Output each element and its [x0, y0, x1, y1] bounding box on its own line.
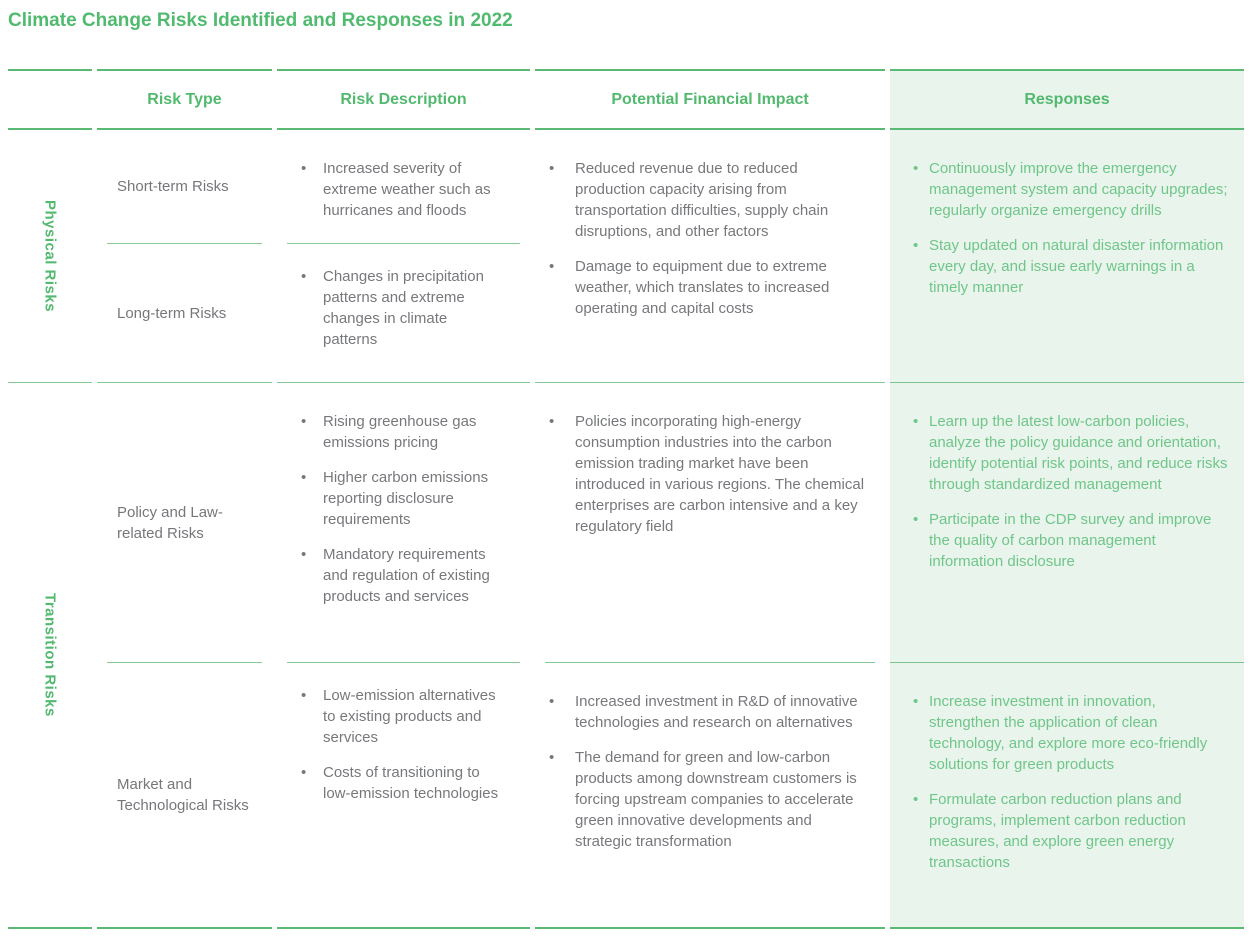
- header-cell-responses: [890, 69, 1244, 130]
- risk-description-column-physical: [277, 130, 530, 383]
- group-label-transition-risks: Transition Risks: [41, 593, 59, 717]
- impact-item: • The demand for green and low-carbon products among downstream customers is forcing upstream companies to accelerate green innovative developments and strategic transformation: [549, 747, 871, 852]
- description-item: • Higher carbon emissions reporting disclosure requirements: [301, 467, 500, 530]
- description-row-policy: [277, 383, 530, 662]
- header-cell-risk-description: [277, 69, 530, 130]
- description-row-long-term: [277, 244, 530, 382]
- description-item: • Increased severity of extreme weather such as hurricanes and floods: [301, 158, 500, 221]
- risk-type-label: Policy and Law-related Risks: [117, 503, 223, 542]
- group-label-physical-risks: Physical Risks: [41, 199, 59, 313]
- description-list: [277, 130, 530, 221]
- impact-item: • Increased investment in R&D of innovative technologies and research on alternatives: [549, 691, 871, 733]
- response-list: [890, 663, 1244, 873]
- description-item: • Rising greenhouse gas emissions pricing: [301, 411, 500, 453]
- description-row-market: [277, 663, 530, 927]
- risk-type-row-long-term: [97, 244, 272, 382]
- risk-type-column-physical: [97, 130, 272, 383]
- group-cell-transition-risks: [8, 383, 92, 929]
- responses-column-physical: [890, 130, 1244, 383]
- header-cell-risk-type: [97, 69, 272, 130]
- header-cell-financial-impact: [535, 69, 885, 130]
- description-list: [277, 663, 530, 804]
- impact-list: [535, 130, 885, 333]
- response-list: [890, 130, 1244, 312]
- description-row-short-term: [277, 130, 530, 243]
- impact-row-policy: [535, 383, 885, 662]
- header-label-risk-description: Risk Description: [340, 90, 467, 108]
- page-title: Climate Change Risks Identified and Responses in 2022: [8, 10, 513, 31]
- financial-impact-column-physical: [535, 130, 885, 383]
- description-item: • Low-emission alternatives to existing products and services: [301, 685, 500, 748]
- risk-type-label: Market and Technological Risks: [117, 776, 249, 814]
- response-list: [890, 383, 1244, 572]
- header-cell-group: [8, 69, 92, 130]
- header-label-financial-impact: Potential Financial Impact: [611, 90, 809, 108]
- impact-item: • Damage to equipment due to extreme weather, which translates to increased operating and capital costs: [549, 256, 871, 319]
- header-label-responses: Responses: [1024, 90, 1110, 108]
- impact-row-market: [535, 663, 885, 927]
- impact-item: • Reduced revenue due to reduced production capacity arising from transportation difficulties, supply chain disruptions, and other factors: [549, 158, 871, 242]
- impact-list: [535, 663, 885, 852]
- risk-type-row-market: [97, 663, 272, 927]
- description-item: • Mandatory requirements and regulation of existing products and services: [301, 544, 500, 607]
- response-item: • Formulate carbon reduction plans and programs, implement carbon reduction measures, and explore green energy transactions: [913, 789, 1228, 873]
- description-item: • Changes in precipitation patterns and extreme changes in climate patterns: [301, 266, 500, 350]
- response-item: • Stay updated on natural disaster information every day, and issue early warnings in a timely manner: [913, 235, 1228, 298]
- risk-type-row-policy: [97, 383, 272, 662]
- risk-type-label: Short-term Risks: [117, 178, 229, 195]
- description-item: • Costs of transitioning to low-emission technologies: [301, 762, 500, 804]
- response-row-policy: [890, 383, 1244, 662]
- risk-type-column-transition: [97, 383, 272, 929]
- response-item: • Increase investment in innovation, strengthen the application of clean technology, and explore more eco-friendly solutions for green products: [913, 691, 1228, 775]
- group-cell-physical-risks: [8, 130, 92, 383]
- impact-list: [535, 383, 885, 537]
- description-list: [277, 244, 530, 350]
- response-item: • Learn up the latest low-carbon policies, analyze the policy guidance and orientation, identify potential risk points, and reduce risks through standardized management: [913, 411, 1228, 495]
- response-item: • Continuously improve the emergency management system and capacity upgrades; regularly organize emergency drills: [913, 158, 1228, 221]
- responses-column-transition: [890, 383, 1244, 929]
- climate-risk-table: [8, 69, 1244, 929]
- risk-type-row-short-term: [97, 130, 272, 243]
- response-item: • Participate in the CDP survey and improve the quality of carbon management information disclosure: [913, 509, 1228, 572]
- financial-impact-column-transition: [535, 383, 885, 929]
- description-list: [277, 383, 530, 607]
- risk-type-label: Long-term Risks: [117, 304, 227, 322]
- header-label-risk-type: Risk Type: [147, 90, 222, 108]
- risk-description-column-transition: [277, 383, 530, 929]
- impact-item: • Policies incorporating high-energy consumption industries into the carbon emission trading market have been introduced in various regions. The chemical enterprises are carbon intensive and a key regulatory field: [549, 411, 871, 537]
- response-row-market: [890, 663, 1244, 927]
